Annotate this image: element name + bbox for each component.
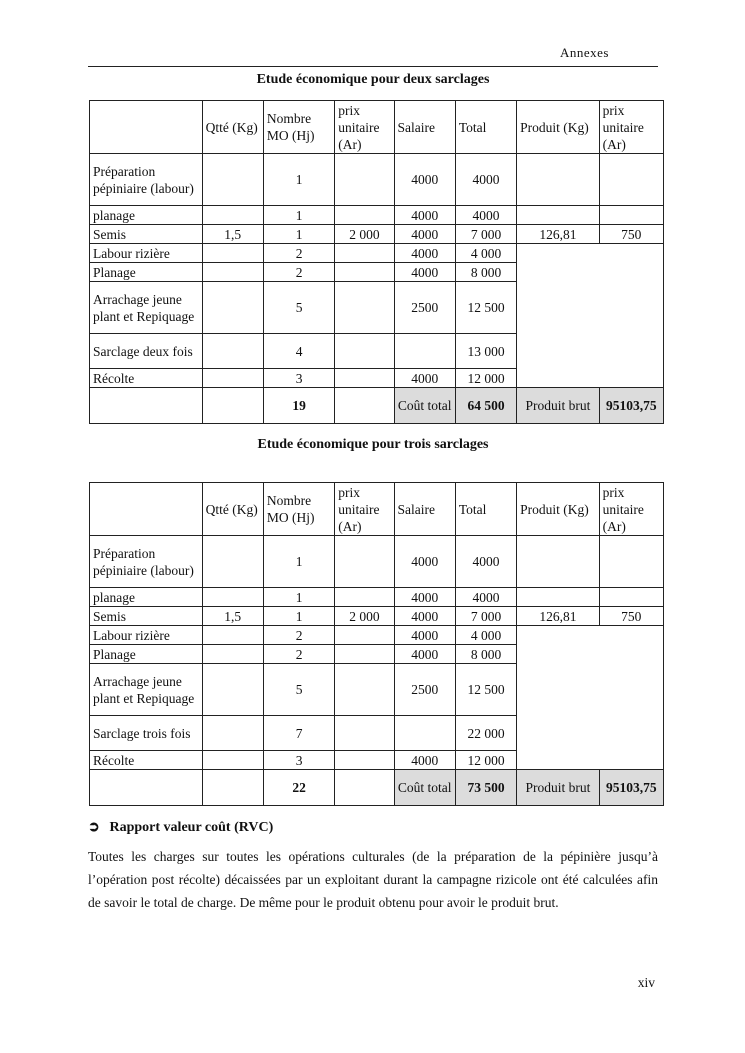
row-salaire: 4000 — [394, 751, 455, 770]
row-total: 12 000 — [455, 751, 516, 770]
row-operation: Semis — [90, 225, 203, 244]
footer-produit-brut: 95103,75 — [599, 388, 663, 424]
row-salaire — [394, 334, 455, 369]
table-row — [90, 244, 664, 263]
row-produit: 126,81 — [517, 607, 599, 626]
row-qtte — [202, 645, 263, 664]
row-qtte — [202, 716, 263, 751]
header-produit: Produit (Kg) — [517, 101, 599, 154]
header-annex: Annexes — [560, 45, 609, 60]
footer-produit-brut-label: Produit brut — [517, 388, 599, 424]
row-salaire — [394, 716, 455, 751]
header-salaire: Salaire — [394, 483, 455, 536]
row-mo: 3 — [263, 751, 334, 770]
footer-blank — [335, 770, 394, 806]
table-row — [90, 536, 664, 588]
row-total: 4 000 — [455, 626, 516, 645]
row-mo: 1 — [263, 607, 334, 626]
footer-blank — [202, 770, 263, 806]
table-row — [90, 626, 664, 645]
row-total: 4000 — [455, 154, 516, 206]
row-prix — [335, 536, 394, 588]
footer-blank — [90, 770, 203, 806]
row-operation: Préparation pépiniaire (labour) — [90, 154, 203, 206]
row-operation: Planage — [90, 645, 203, 664]
header-blank — [90, 483, 203, 536]
row-total: 4000 — [455, 536, 516, 588]
row-qtte — [202, 206, 263, 225]
row-salaire: 2500 — [394, 664, 455, 716]
row-qtte — [202, 536, 263, 588]
row-prix2 — [599, 206, 663, 225]
merged-empty-cell — [517, 626, 664, 770]
row-prix: 2 000 — [335, 607, 394, 626]
row-total: 8 000 — [455, 645, 516, 664]
table-row — [90, 225, 664, 244]
footer-produit-brut-label: Produit brut — [517, 770, 599, 806]
row-prix — [335, 588, 394, 607]
row-qtte — [202, 369, 263, 388]
header-salaire: Salaire — [394, 101, 455, 154]
header-qtte: Qtté (Kg) — [202, 483, 263, 536]
body-paragraph: Toutes les charges sur toutes les opérations culturales (de la préparation de la pépinière jusqu’à l’opération post récolte) décaissées par un exploitant durant la campagne rizicole ont été calculées afin de savoir le total de charge. De même pour le produit obtenu pour avoir le produit brut. — [88, 849, 658, 910]
table-footer-row — [90, 770, 664, 806]
table-1-title: Etude économique pour deux sarclages — [256, 72, 490, 87]
header-mo: Nombre MO (Hj) — [263, 483, 334, 536]
merged-empty-cell — [517, 244, 664, 388]
row-operation: Planage — [90, 263, 203, 282]
row-operation: Préparation pépiniaire (labour) — [90, 536, 203, 588]
row-produit — [517, 206, 599, 225]
row-total: 13 000 — [455, 334, 516, 369]
row-operation: Labour rizière — [90, 626, 203, 645]
row-qtte — [202, 154, 263, 206]
row-operation: Sarclage trois fois — [90, 716, 203, 751]
row-prix — [335, 664, 394, 716]
row-prix — [335, 716, 394, 751]
table-header-row — [90, 483, 664, 536]
table-2-title: Etude économique pour trois sarclages — [257, 437, 489, 452]
footer-cout-total: 64 500 — [455, 388, 516, 424]
row-operation: Sarclage deux fois — [90, 334, 203, 369]
footer-cout-total-label: Coût total — [394, 388, 455, 424]
header-qtte: Qtté (Kg) — [202, 101, 263, 154]
row-mo: 2 — [263, 645, 334, 664]
table-row — [90, 607, 664, 626]
row-produit — [517, 588, 599, 607]
row-total: 4000 — [455, 588, 516, 607]
row-qtte — [202, 282, 263, 334]
row-qtte: 1,5 — [202, 607, 263, 626]
row-mo: 3 — [263, 369, 334, 388]
row-prix — [335, 244, 394, 263]
row-qtte — [202, 244, 263, 263]
row-mo: 2 — [263, 263, 334, 282]
footer-blank — [335, 388, 394, 424]
header-total: Total — [455, 483, 516, 536]
header-total: Total — [455, 101, 516, 154]
header-prix2: prix unitaire (Ar) — [599, 483, 663, 536]
footer-produit-brut: 95103,75 — [599, 770, 663, 806]
row-prix — [335, 282, 394, 334]
row-operation: planage — [90, 206, 203, 225]
table-row — [90, 206, 664, 225]
header-rule — [88, 66, 658, 67]
footer-cout-total: 73 500 — [455, 770, 516, 806]
row-mo: 1 — [263, 588, 334, 607]
row-salaire: 4000 — [394, 588, 455, 607]
table-footer-row — [90, 388, 664, 424]
arrow-bullet-icon: ➲ — [88, 820, 100, 835]
footer-cout-total-label: Coût total — [394, 770, 455, 806]
table-row — [90, 588, 664, 607]
row-salaire: 4000 — [394, 536, 455, 588]
row-salaire: 4000 — [394, 626, 455, 645]
header-prix: prix unitaire (Ar) — [335, 483, 394, 536]
header-prix: prix unitaire (Ar) — [335, 101, 394, 154]
row-total: 4000 — [455, 206, 516, 225]
row-qtte: 1,5 — [202, 225, 263, 244]
row-qtte — [202, 664, 263, 716]
row-qtte — [202, 334, 263, 369]
row-operation: Arrachage jeune plant et Repiquage — [90, 664, 203, 716]
footer-mo-total: 19 — [263, 388, 334, 424]
row-prix2: 750 — [599, 607, 663, 626]
row-mo: 5 — [263, 664, 334, 716]
row-mo: 1 — [263, 225, 334, 244]
table-row — [90, 154, 664, 206]
row-qtte — [202, 588, 263, 607]
row-prix2: 750 — [599, 225, 663, 244]
row-prix — [335, 154, 394, 206]
row-total: 4 000 — [455, 244, 516, 263]
row-salaire: 4000 — [394, 263, 455, 282]
header-blank — [90, 101, 203, 154]
row-operation: Récolte — [90, 751, 203, 770]
row-operation: Semis — [90, 607, 203, 626]
row-salaire: 4000 — [394, 244, 455, 263]
table-2 — [89, 482, 664, 806]
row-operation: Arrachage jeune plant et Repiquage — [90, 282, 203, 334]
row-mo: 1 — [263, 536, 334, 588]
header-prix2: prix unitaire (Ar) — [599, 101, 663, 154]
table-header-row — [90, 101, 664, 154]
header-mo: Nombre MO (Hj) — [263, 101, 334, 154]
row-salaire: 4000 — [394, 607, 455, 626]
row-total: 7 000 — [455, 225, 516, 244]
row-qtte — [202, 751, 263, 770]
row-mo: 2 — [263, 244, 334, 263]
row-total: 12 000 — [455, 369, 516, 388]
row-salaire: 2500 — [394, 282, 455, 334]
section-heading — [88, 819, 273, 836]
row-produit: 126,81 — [517, 225, 599, 244]
row-salaire: 4000 — [394, 645, 455, 664]
row-total: 12 500 — [455, 664, 516, 716]
row-mo: 1 — [263, 206, 334, 225]
row-salaire: 4000 — [394, 206, 455, 225]
row-mo: 7 — [263, 716, 334, 751]
row-prix2 — [599, 536, 663, 588]
row-qtte — [202, 626, 263, 645]
row-total: 22 000 — [455, 716, 516, 751]
row-operation: Labour rizière — [90, 244, 203, 263]
row-prix — [335, 334, 394, 369]
row-mo: 5 — [263, 282, 334, 334]
row-prix2 — [599, 588, 663, 607]
row-total: 12 500 — [455, 282, 516, 334]
page-number: xiv — [637, 975, 655, 990]
row-operation: planage — [90, 588, 203, 607]
footer-mo-total: 22 — [263, 770, 334, 806]
footer-blank — [90, 388, 203, 424]
row-prix — [335, 645, 394, 664]
row-prix: 2 000 — [335, 225, 394, 244]
row-total: 7 000 — [455, 607, 516, 626]
row-salaire: 4000 — [394, 369, 455, 388]
row-produit — [517, 154, 599, 206]
section-heading-text: Rapport valeur coût (RVC) — [109, 820, 274, 835]
footer-blank — [202, 388, 263, 424]
header-produit: Produit (Kg) — [517, 483, 599, 536]
row-prix2 — [599, 154, 663, 206]
table-1 — [89, 100, 664, 424]
row-prix — [335, 369, 394, 388]
row-prix — [335, 206, 394, 225]
row-mo: 4 — [263, 334, 334, 369]
row-prix — [335, 751, 394, 770]
row-qtte — [202, 263, 263, 282]
row-mo: 1 — [263, 154, 334, 206]
row-salaire: 4000 — [394, 225, 455, 244]
row-salaire: 4000 — [394, 154, 455, 206]
row-mo: 2 — [263, 626, 334, 645]
row-prix — [335, 263, 394, 282]
row-total: 8 000 — [455, 263, 516, 282]
row-operation: Récolte — [90, 369, 203, 388]
row-produit — [517, 536, 599, 588]
row-prix — [335, 626, 394, 645]
